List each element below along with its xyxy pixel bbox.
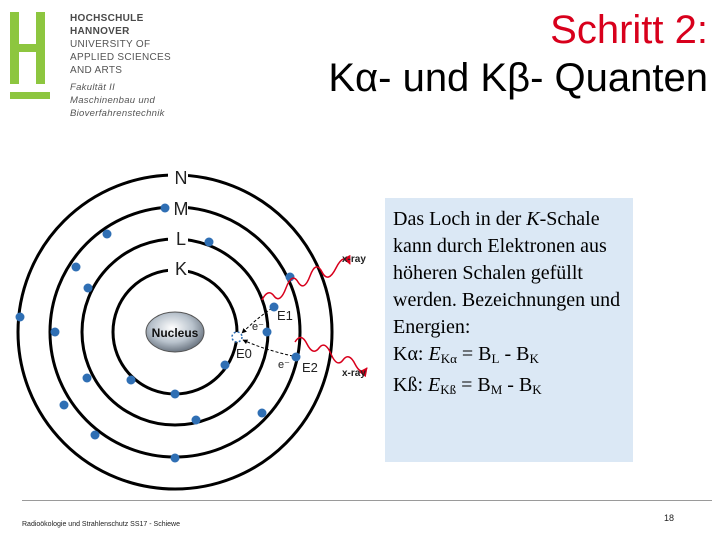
logo-org-line: APPLIED SCIENCES <box>70 52 171 63</box>
electron <box>72 263 81 272</box>
slide-title <box>328 6 708 102</box>
nucleus-label: Nucleus <box>151 326 199 340</box>
shell-label-k: K <box>174 259 188 279</box>
shell-label-m: M <box>173 199 189 219</box>
logo-text <box>70 12 171 120</box>
atom-shell-diagram <box>0 160 380 500</box>
xray-label-1: x-ray <box>342 254 366 265</box>
electron <box>192 416 201 425</box>
logo-org-line: AND ARTS <box>70 65 123 76</box>
electron <box>221 361 230 370</box>
electron-label-2: e⁻ <box>278 359 290 371</box>
electron <box>91 431 100 440</box>
electron <box>171 454 180 463</box>
energy-label-e0: E0 <box>236 346 252 361</box>
electron-from-m <box>292 353 301 362</box>
page-number: 18 <box>664 513 675 523</box>
formula-k-alpha: Kα: $E_{K\alpha} = B_L - B_K$ <box>393 343 539 366</box>
logo-org-line: HANNOVER <box>70 26 130 37</box>
electron-label-1: e⁻ <box>252 321 264 333</box>
electron <box>258 409 267 418</box>
electron <box>83 374 92 383</box>
footer-divider <box>22 500 712 501</box>
electron <box>60 401 69 410</box>
footer-text: Radioökologie und Strahlenschutz SS17 - Schiewe <box>22 521 180 528</box>
university-logo-mark-icon <box>8 12 56 102</box>
electron <box>103 230 112 239</box>
logo-faculty-line: Bioverfahrenstechnik <box>70 108 165 119</box>
electron <box>16 313 25 322</box>
k-letter: K <box>526 208 540 230</box>
electron <box>127 376 136 385</box>
electron <box>161 204 170 213</box>
electron <box>171 390 180 399</box>
shell-label-n: N <box>174 168 188 188</box>
xray-label-2: x-ray <box>342 368 366 379</box>
logo-org-line: HOCHSCHULE <box>70 13 144 24</box>
energy-label-e1: E1 <box>277 308 293 323</box>
electron <box>84 284 93 293</box>
explanation-box <box>385 198 633 462</box>
explanation-text: Das Loch in der K-Schale kann durch Elektronen aus höheren Schalen gefüllt werden. Bezeichnungen und Energien: <box>393 208 621 338</box>
university-logo <box>8 12 178 132</box>
slide-title-line-1: Schritt 2: <box>550 8 708 52</box>
xray-arrow-1 <box>262 259 350 300</box>
energy-label-e2: E2 <box>302 360 318 375</box>
electron <box>205 238 214 247</box>
logo-org-line: UNIVERSITY OF <box>70 39 151 50</box>
slide-title-line-2: Kα- und Kβ- Quanten <box>328 56 708 100</box>
electron <box>51 328 60 337</box>
logo-faculty-line: Fakultät II <box>70 82 116 93</box>
vacancy-hole <box>232 332 242 342</box>
logo-faculty-line: Maschinenbau und <box>70 95 156 106</box>
shell-label-l: L <box>175 229 187 249</box>
formula-k-beta: Kß: $E_{Kß} = B_M - B_K$ <box>393 374 542 397</box>
